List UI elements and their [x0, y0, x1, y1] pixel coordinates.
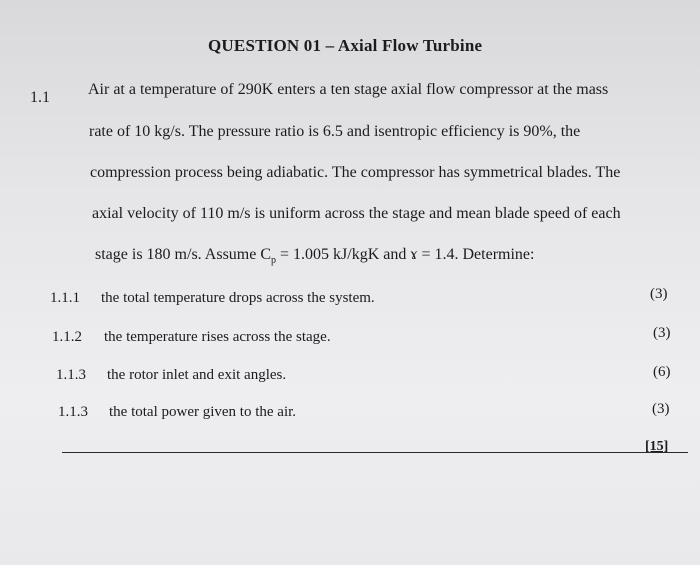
subquestion-marks: (3) — [650, 286, 668, 302]
total-marks: [15] — [645, 439, 669, 454]
question-body-line-2: rate of 10 kg/s. The pressure ratio is 6.5 and isentropic efficiency is 90%, the — [89, 123, 581, 140]
question-title: QUESTION 01 – Axial Flow Turbine — [208, 36, 483, 55]
total-divider — [62, 452, 688, 453]
subquestion-number: 1.1.3 — [56, 367, 86, 383]
subquestion-marks: (3) — [652, 401, 670, 417]
subquestion-number: 1.1.3 — [58, 404, 88, 420]
question-body-line-3: compression process being adiabatic. The compressor has symmetrical blades. The — [90, 164, 621, 181]
subquestion-number: 1.1.2 — [52, 329, 82, 345]
line5-text-a: stage is 180 m/s. Assume C — [95, 246, 272, 263]
question-number: 1.1 — [30, 89, 50, 106]
question-body-line-4: axial velocity of 110 m/s is uniform across the stage and mean blade speed of each — [92, 205, 621, 222]
subquestion-text: the rotor inlet and exit angles. — [107, 367, 287, 383]
subquestion-marks: (3) — [653, 325, 671, 341]
subquestion-marks: (6) — [653, 364, 671, 380]
subquestion-text: the total power given to the air. — [109, 404, 297, 420]
question-body-line-1: Air at a temperature of 290K enters a ten stage axial flow compressor at the mass — [88, 81, 609, 98]
cp-subscript: p — [271, 255, 277, 267]
line5-text-b: = 1.005 kJ/kgK and ɤ = 1.4. Determine: — [276, 246, 535, 263]
subquestion-number: 1.1.1 — [50, 290, 80, 306]
subquestion-text: the temperature rises across the stage. — [104, 329, 331, 345]
subquestion-text: the total temperature drops across the system. — [101, 290, 375, 306]
question-body-line-5 — [95, 246, 534, 266]
